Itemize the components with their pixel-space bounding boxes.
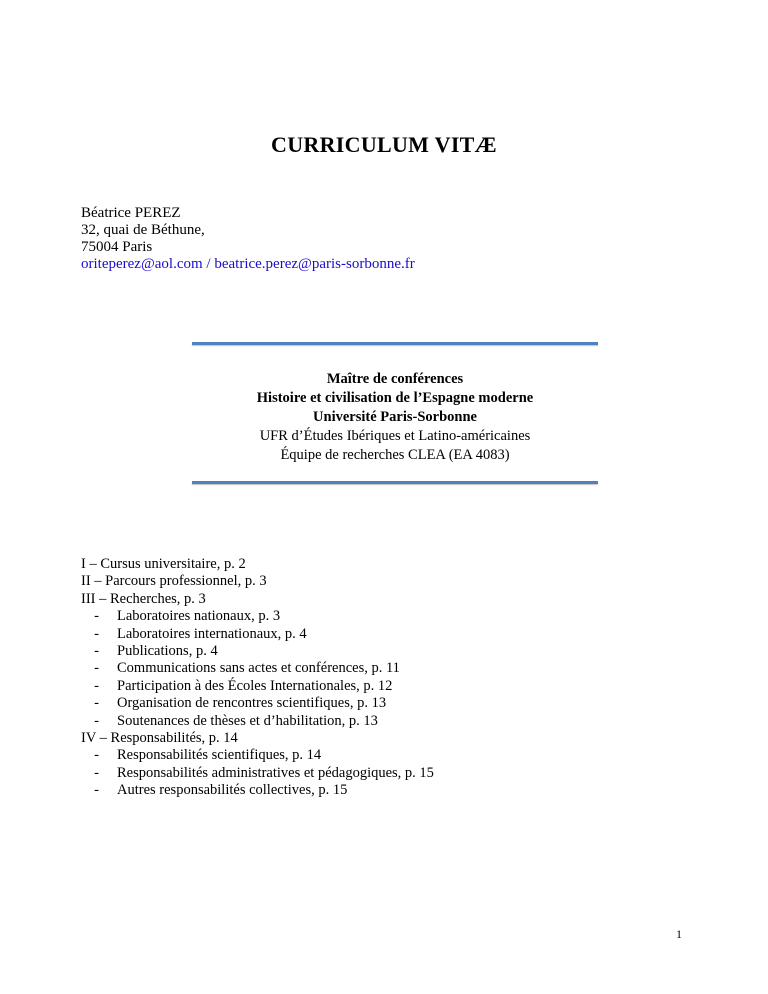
toc-item-label: Soutenances de thèses et d’habilitation, p. 13 xyxy=(117,712,378,729)
top-divider xyxy=(192,342,598,345)
email-link-aol[interactable]: oriteperez@aol.com xyxy=(81,256,203,272)
toc-bullet: - xyxy=(94,695,99,712)
toc-item xyxy=(81,608,434,625)
contact-name: Béatrice PEREZ xyxy=(81,205,181,221)
toc-item xyxy=(81,678,434,695)
toc-section: II – Parcours professionnel, p. 3 xyxy=(81,573,267,590)
toc-bullet: - xyxy=(94,660,99,677)
toc-bullet: - xyxy=(94,764,99,781)
bottom-divider xyxy=(192,481,598,484)
position-university: Université Paris-Sorbonne xyxy=(313,409,477,425)
toc-bullet: - xyxy=(94,643,99,660)
contact-street: 32, quai de Béthune, xyxy=(81,222,205,238)
contact-city: 75004 Paris xyxy=(81,239,153,255)
position-block xyxy=(192,370,598,465)
toc-item xyxy=(81,695,434,712)
toc-bullet: - xyxy=(94,712,99,729)
position-field: Histoire et civilisation de l’Espagne moderne xyxy=(256,390,534,406)
table-of-contents xyxy=(81,556,434,800)
toc-item-label: Responsabilités scientifiques, p. 14 xyxy=(117,747,322,764)
toc-item-label: Autres responsabilités collectives, p. 15 xyxy=(117,782,348,799)
position-rank: Maître de conférences xyxy=(326,371,464,387)
toc-item xyxy=(81,782,434,799)
email-separator: / xyxy=(202,256,215,272)
toc-item-label: Publications, p. 4 xyxy=(117,643,218,660)
toc-item-label: Laboratoires nationaux, p. 3 xyxy=(117,608,281,625)
toc-item-label: Laboratoires internationaux, p. 4 xyxy=(117,625,307,642)
toc-item-label: Responsabilités administratives et pédagogiques, p. 15 xyxy=(117,764,434,781)
toc-bullet: - xyxy=(94,677,99,694)
toc-section: III – Recherches, p. 3 xyxy=(81,590,206,607)
toc-item-label: Communications sans actes et conférences, p. 11 xyxy=(117,660,400,677)
toc-item-label: Participation à des Écoles Internationales, p. 12 xyxy=(117,677,393,694)
toc-bullet: - xyxy=(94,608,99,625)
contact-block xyxy=(81,205,415,273)
position-department: UFR d’Études Ibériques et Latino-américaines xyxy=(259,428,531,444)
toc-item xyxy=(81,660,434,677)
toc-section: IV – Responsabilités, p. 14 xyxy=(81,730,238,747)
position-team: Équipe de recherches CLEA (EA 4083) xyxy=(280,447,510,463)
toc-item xyxy=(81,713,434,730)
document-title: CURRICULUM VITÆ xyxy=(271,132,497,157)
toc-item-label: Organisation de rencontres scientifiques, p. 13 xyxy=(117,695,387,712)
contact-emails xyxy=(81,256,415,273)
toc-bullet: - xyxy=(94,782,99,799)
toc-item xyxy=(81,643,434,660)
toc-bullet: - xyxy=(94,747,99,764)
page-number: 1 xyxy=(676,927,682,941)
toc-section: I – Cursus universitaire, p. 2 xyxy=(81,556,246,572)
toc-item xyxy=(81,747,434,764)
toc-item xyxy=(81,765,434,782)
toc-bullet: - xyxy=(94,625,99,642)
email-link-sorbonne[interactable]: beatrice.perez@paris-sorbonne.fr xyxy=(214,256,415,272)
toc-item xyxy=(81,626,434,643)
